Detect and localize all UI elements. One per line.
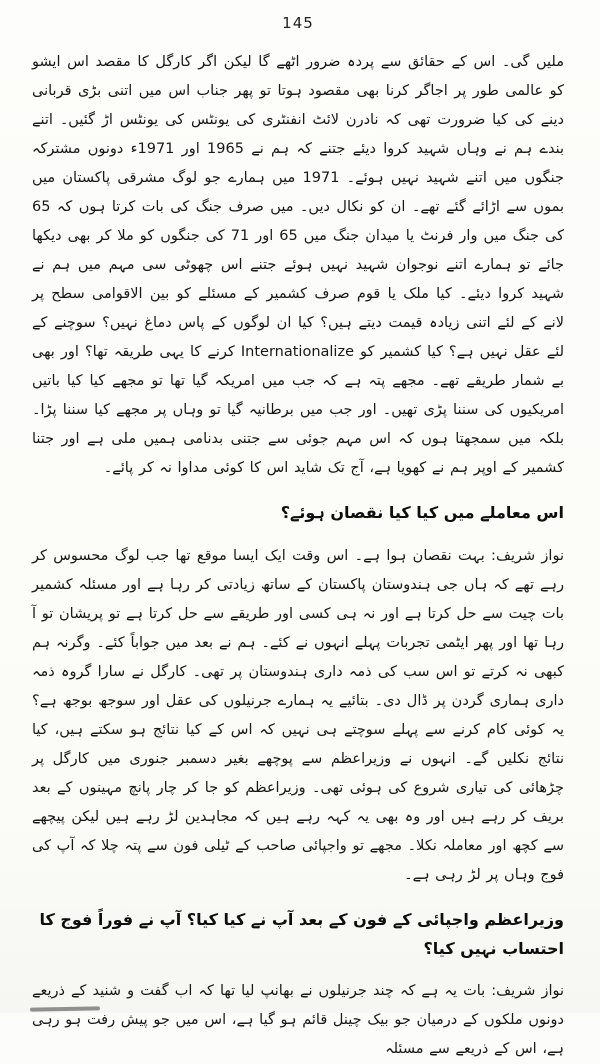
page-number: 145 <box>282 14 314 32</box>
question-heading-2: وزیراعظم واجپائی کے فون کے بعد آپ نے کیا کیا؟ آپ نے فوراً فوج کا احتساب نہیں کیا؟ <box>39 909 564 958</box>
paragraph-3: نواز شریف: بات یہ ہے کہ چند جرنیلوں نے بھانپ لیا تھا کہ اب گفت و شنید کے ذریعے دونوں ملکوں کے درمیان جو بیک چینل قائم ہو گیا ہے، اس میں جو پیش رفت ہو رہی ہے، اس کے ذریعے سے مسئلہ <box>32 983 564 1058</box>
paragraph-2: نواز شریف: بہت نقصان ہوا ہے۔ اس وقت ایک ایسا موقع تھا جب لوگ محسوس کر رہے تھے کہ ہاں جی ہندوستان پاکستان کے ساتھ زیادتی کر رہا ہے اور مسئلہ کشمیر بات چیت سے حل کرتا ہے اور نہ ہی کسی اور طریقے سے حل کرتا ہے تو پریشان تو آ رہا تھا اور پھر ایٹمی تجربات پہلے انہوں نے کئے۔ ہم نے بعد میں جواباً کئے۔ وگرنہ ہم کبھی نہ کرتے تو اس سب کی ذمہ داری ہندوستان پر تھی۔ کارگل نے سارا گروہ ذمہ داری ہماری گردن پر ڈال دی۔ بتائیے یہ ہمارے جرنیلوں کی عقل اور سوجھ بوجھ ہے؟ یہ کوئی کام کرنے سے پہلے سوچتے ہی نہیں کہ اس کے کیا نتائج ہو سکتے ہیں، کیا نتائج نکلیں گے۔ انہوں نے وزیراعظم سے پوچھے بغیر دسمبر جنوری میں کارگل پر چڑھائی کی تیاری شروع کی ہوئی تھی۔ وزیراعظم کو جا کر چار پانچ مہینوں کے بعد بریف کر رہے ہیں اور وہ بھی یہ کہہ رہے ہیں کہ مجاہدین لڑ رہے ہیں لیکن پیچھے سے کچھ اور معاملہ نکلا۔ مجھے تو واجپائی صاحب کے ٹیلی فون سے پتہ چلا کہ آپ کی فوج وہاں پر لڑ رہی ہے۔ <box>32 547 564 883</box>
paragraph-1: ملیں گی۔ اس کے حقائق سے پردہ ضرور اٹھے گا لیکن اگر کارگل کا مقصد اس ایشو کو عالمی طور پر اجاگر کرنا بھی مقصود ہوتا تو پھر جناب اس میں اتنی بڑی قربانی دینے کی کیا ضرورت تھی کہ نادرن لائٹ انفنٹری کی یونٹس کی یونٹس اڑ گئیں۔ اتنے بندے ہم نے وہاں شہید کروا دیئے جتنے کہ ہم نے 1965 اور 1971ء دونوں مشترکہ جنگوں میں اتنے شہید نہیں ہوئے۔ 1971 میں ہمارے جو لوگ مشرقی پاکستان میں بموں سے اڑائے گئے تھے۔ ان کو نکال دیں۔ میں صرف جنگ کی بات کرتا ہوں کہ 65 کی جنگ میں وار فرنٹ یا میدان جنگ میں 65 اور 71 کی جنگوں کو ملا کر بھی دیکھا جائے تو ہمارے اتنے نوجوان شہید نہیں ہوئے جتنے اس چھوٹی سی مہم میں ہم نے شہید کروا دیئے۔ کیا ملک یا قوم صرف کشمیر کے مسئلے کو بین الاقوامی سطح پر لانے کے لئے اتنی زیادہ قیمت دیتے ہیں؟ کیا ان لوگوں کے پاس دماغ نہیں؟ سوچنے کے لئے عقل نہیں ہے؟ کیا کشمیر کو Internationalize کرنے کا یہی طریقہ تھا؟ اور بھی بے شمار طریقے تھے۔ مجھے پتہ ہے کہ جب میں امریکہ گیا تھا تو مجھے کیا کیا باتیں امریکیوں کی سننا پڑی تھیں۔ اور جب میں برطانیہ گیا تو وہاں پر مجھے کیا سننا پڑا۔ بلکہ میں سمجھتا ہوں کہ اس مہم جوئی سے جتنی بدنامی ہمیں ملی ہے اور جتنا کشمیر کے اوپر ہم نے کھویا ہے، آج تک شاید اس کا کوئی مداوا نہ کر پائے۔ <box>32 54 565 476</box>
question-heading-1: اس معاملے میں کیا کیا نقصان ہوئے؟ <box>280 503 564 522</box>
